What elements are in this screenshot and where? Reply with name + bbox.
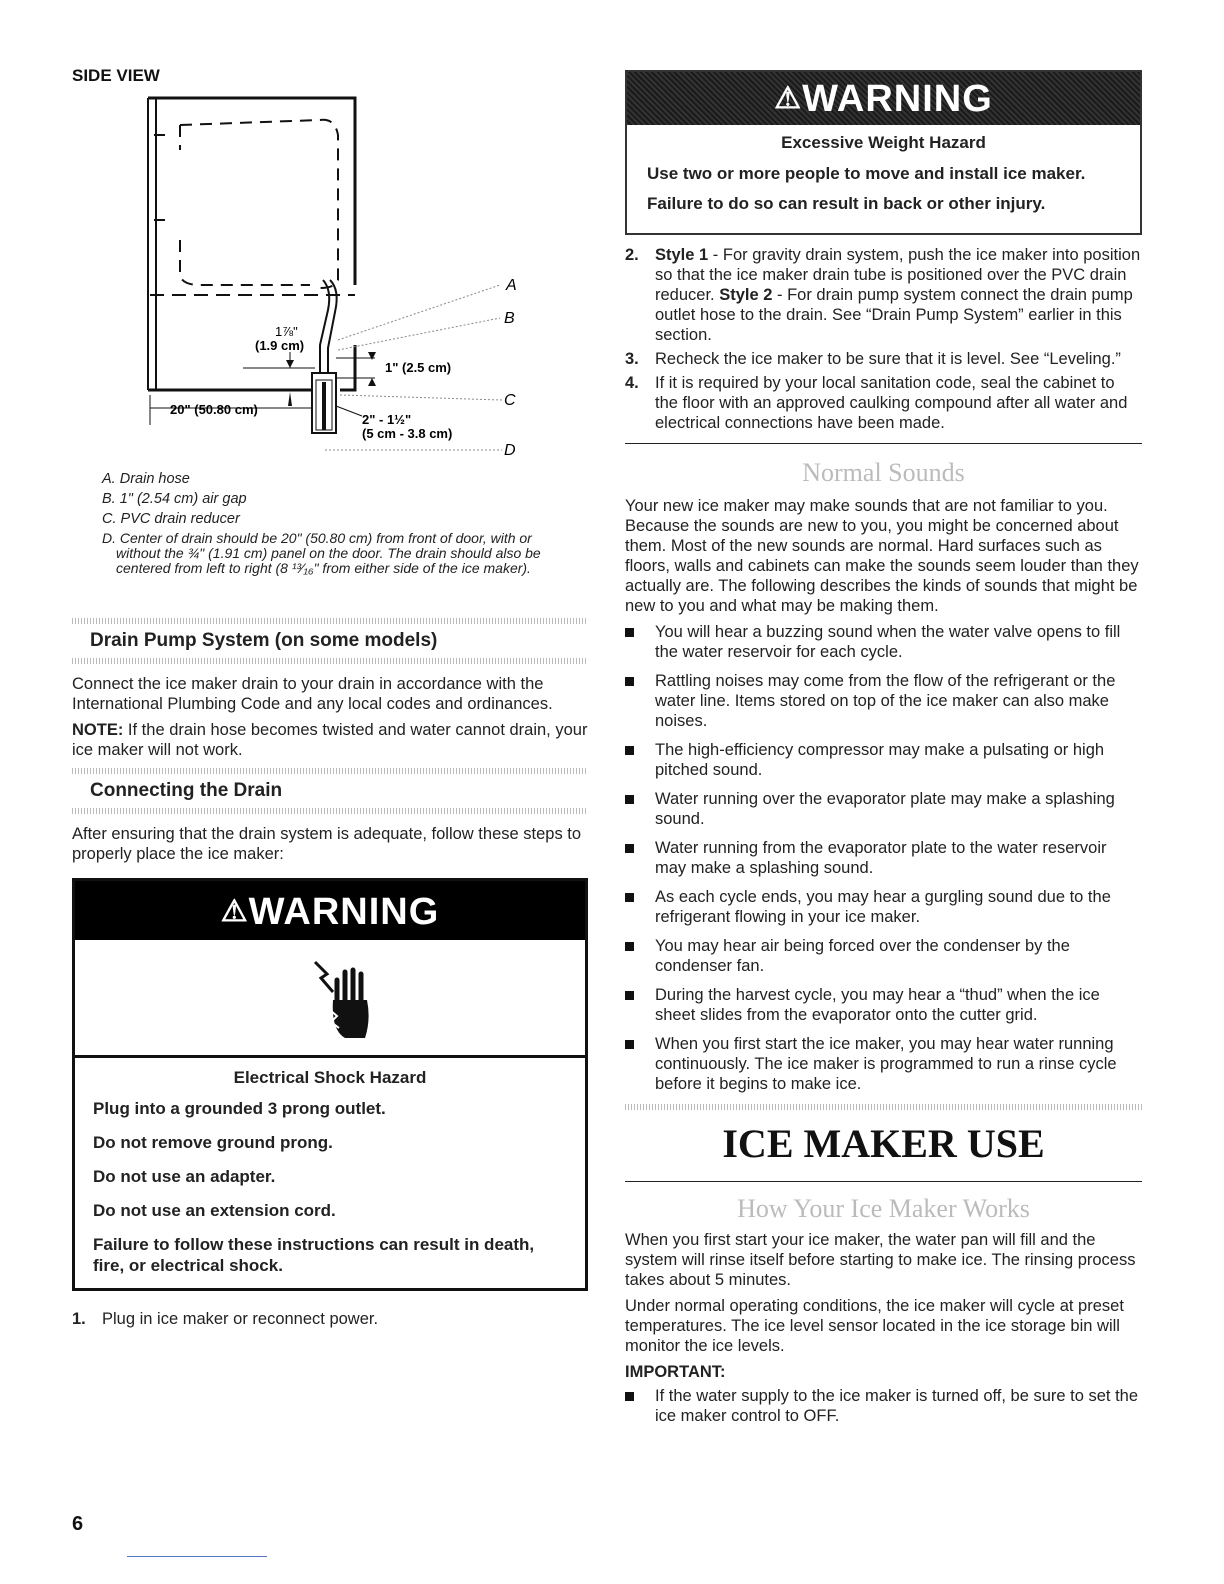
style-1-label: Style 1 xyxy=(655,246,709,264)
normal-sounds-intro: Your new ice maker may make sounds that are not familiar to you. Because the sounds are new to you, you might be concerned about them. Most of the new sounds are normal. Hard surfaces such as floors, walls and cabinets can make the sounds seem louder than they actually are. The following describes the kinds of sounds that might be new to you and what may be making them. xyxy=(625,497,1139,615)
connecting-text: After ensuring that the drain system is adequate, follow these steps to properly place the ice maker: xyxy=(72,825,582,863)
warning-line: Plug into a grounded 3 prong outlet. xyxy=(93,1099,386,1118)
step-text: If it is required by your local sanitation code, seal the cabinet to the floor with an approved caulking compound after all water and electrical connections have been made. xyxy=(655,374,1128,432)
footer-line xyxy=(127,1556,267,1557)
bullet-icon xyxy=(625,746,634,755)
list-item-text: Water running from the evaporator plate to the water reservoir may make a splashing sound. xyxy=(655,839,1107,877)
bullet-icon xyxy=(625,1392,634,1401)
section-rule xyxy=(625,443,1142,444)
list-item-text: Rattling noises may come from the flow of the refrigerant or the water line. Items stored on top of the ice maker can also make noises. xyxy=(655,672,1116,730)
drain-pump-text: Connect the ice maker drain to your drain in accordance with the International Plumbing Code and any local codes and ordinances. xyxy=(72,675,553,713)
page-number: 6 xyxy=(72,1513,84,1535)
list-item-text: When you first start the ice maker, you may hear water running continuously. The ice maker is programmed to run a rinse cycle before it begins to make ice. xyxy=(655,1035,1117,1093)
warning-banner-text: WARNING xyxy=(248,891,440,933)
electrical-hazard-title: Electrical Shock Hazard xyxy=(233,1068,427,1087)
step-4 xyxy=(625,373,1142,433)
style-2-label: Style 2 xyxy=(719,286,773,304)
note-text: If the drain hose becomes twisted and water cannot drain, your ice maker will not work. xyxy=(72,721,588,759)
section-rule xyxy=(72,658,588,664)
how-it-works-p1: When you first start your ice maker, the water pan will fill and the system will rinse itself before starting to make ice. The rinsing process takes about 5 minutes. xyxy=(625,1231,1136,1289)
warning-banner xyxy=(75,881,585,940)
warning-triangle-icon: ⚠ xyxy=(774,82,803,115)
diagram-legend xyxy=(102,471,572,579)
warning-line: Failure to do so can result in back or other injury. xyxy=(647,194,1046,213)
electric-shock-hand-icon xyxy=(75,940,591,1055)
bullet-icon xyxy=(625,893,634,902)
list-item xyxy=(625,1034,1142,1094)
how-it-works-p2: Under normal operating conditions, the ice maker will cycle at preset temperatures. The ice level sensor located in the ice storage bin will monitor the ice levels. xyxy=(625,1297,1124,1355)
list-item xyxy=(625,887,1142,927)
step-number: 3. xyxy=(625,350,639,368)
dim-pipe-label: 2" - 1½" xyxy=(362,412,412,427)
legend-c: C. PVC drain reducer xyxy=(102,511,240,527)
list-item-text: If the water supply to the ice maker is turned off, be sure to set the ice maker control to OFF. xyxy=(655,1387,1139,1425)
side-view-diagram xyxy=(140,90,530,465)
step-text: Plug in ice maker or reconnect power. xyxy=(102,1310,379,1328)
list-item-text: You will hear a buzzing sound when the water valve opens to fill the water reservoir for each cycle. xyxy=(655,623,1121,661)
list-item xyxy=(625,671,1142,731)
note-label: NOTE: xyxy=(72,721,124,739)
legend-a: A. Drain hose xyxy=(102,471,190,487)
sounds-list xyxy=(625,622,1142,1094)
list-item-text: The high-efficiency compressor may make a pulsating or high pitched sound. xyxy=(655,741,1105,779)
step-text: - For drain pump system connect the drain pump outlet hose to the drain. See “Drain Pump System” earlier in this section. xyxy=(655,286,1133,344)
section-rule xyxy=(625,1104,1142,1110)
drain-pump-heading: Drain Pump System (on some models) xyxy=(90,630,438,651)
weight-hazard-title: Excessive Weight Hazard xyxy=(781,133,986,152)
list-item-text: As each cycle ends, you may hear a gurgling sound due to the refrigerant flowing in your ice maker. xyxy=(655,888,1111,926)
bullet-icon xyxy=(625,844,634,853)
shock-illustration xyxy=(75,940,585,1058)
step-number: 4. xyxy=(625,374,639,392)
dim-gap-label: 1" (2.5 cm) xyxy=(385,360,452,375)
list-item xyxy=(625,1386,1142,1426)
warning-line: Use two or more people to move and install ice maker. xyxy=(647,164,1086,183)
step-text: Recheck the ice maker to be sure that it is level. See “Leveling.” xyxy=(655,350,1121,368)
dim-pipe-cm-label: (5 cm - 3.8 cm) xyxy=(362,426,453,441)
bullet-icon xyxy=(625,795,634,804)
warning-line: Do not use an extension cord. xyxy=(93,1201,336,1220)
normal-sounds-heading: Normal Sounds xyxy=(802,458,965,487)
list-item xyxy=(625,838,1142,878)
dim-a-label: 1⅞" xyxy=(275,324,298,339)
electrical-warning-box xyxy=(72,878,588,1291)
dim-a-cm-label: (1.9 cm) xyxy=(255,338,305,353)
warning-line: Failure to follow these instructions can result in death, fire, or electrical shock. xyxy=(93,1235,535,1275)
warning-triangle-icon: ⚠ xyxy=(220,895,249,928)
bullet-icon xyxy=(625,991,634,1000)
ice-maker-use-title: ICE MAKER USE xyxy=(722,1121,1045,1166)
bullet-icon xyxy=(625,677,634,686)
bullet-icon xyxy=(625,1040,634,1049)
warning-line: Do not use an adapter. xyxy=(93,1167,276,1186)
step-number: 2. xyxy=(625,246,639,264)
step-2 xyxy=(625,245,1142,345)
side-view-title: SIDE VIEW xyxy=(72,66,160,85)
how-it-works-heading: How Your Ice Maker Works xyxy=(737,1194,1030,1223)
list-item-text: You may hear air being forced over the condenser by the condenser fan. xyxy=(655,937,1070,975)
list-item xyxy=(625,936,1142,976)
callout-a: A xyxy=(506,277,517,294)
connecting-heading: Connecting the Drain xyxy=(90,780,283,801)
list-item xyxy=(625,789,1142,829)
section-rule xyxy=(625,1181,1142,1182)
list-item xyxy=(625,985,1142,1025)
legend-b: B. 1" (2.54 cm) air gap xyxy=(102,491,247,507)
legend-d: D. Center of drain should be 20" (50.80 cm) from front of door, with or without the ¾" (1.91 cm) panel on the door. The drain should also be centered from left to right (8 ¹³⁄₁₆" from either side of the ice maker). xyxy=(102,530,541,576)
warning-banner xyxy=(627,72,1140,125)
callout-c: C xyxy=(504,392,516,409)
list-item-text: During the harvest cycle, you may hear a “thud” when the ice sheet slides from the evaporator onto the cutter grid. xyxy=(655,986,1100,1024)
bullet-icon xyxy=(625,942,634,951)
bullet-icon xyxy=(625,628,634,637)
drain-pump-note xyxy=(72,720,588,760)
step-1 xyxy=(72,1309,588,1329)
list-item xyxy=(625,740,1142,780)
warning-banner-text: WARNING xyxy=(802,78,993,120)
important-text: IMPORTANT: xyxy=(625,1363,726,1381)
important-list xyxy=(625,1386,1142,1426)
step-3 xyxy=(625,349,1142,369)
list-item xyxy=(625,622,1142,662)
step-text: - For gravity drain system, push the ice maker into position so that the ice maker drain tube is positioned over the PVC drain reducer. xyxy=(655,246,1141,304)
callout-b: B xyxy=(504,310,515,327)
weight-warning-box xyxy=(625,70,1142,235)
section-rule xyxy=(72,808,588,814)
step-number: 1. xyxy=(72,1310,86,1328)
warning-line: Do not remove ground prong. xyxy=(93,1133,333,1152)
list-item-text: Water running over the evaporator plate may make a splashing sound. xyxy=(655,790,1115,828)
important-label xyxy=(625,1362,1142,1382)
callout-d: D xyxy=(504,442,516,459)
dim-width-label: 20" (50.80 cm) xyxy=(170,402,258,417)
